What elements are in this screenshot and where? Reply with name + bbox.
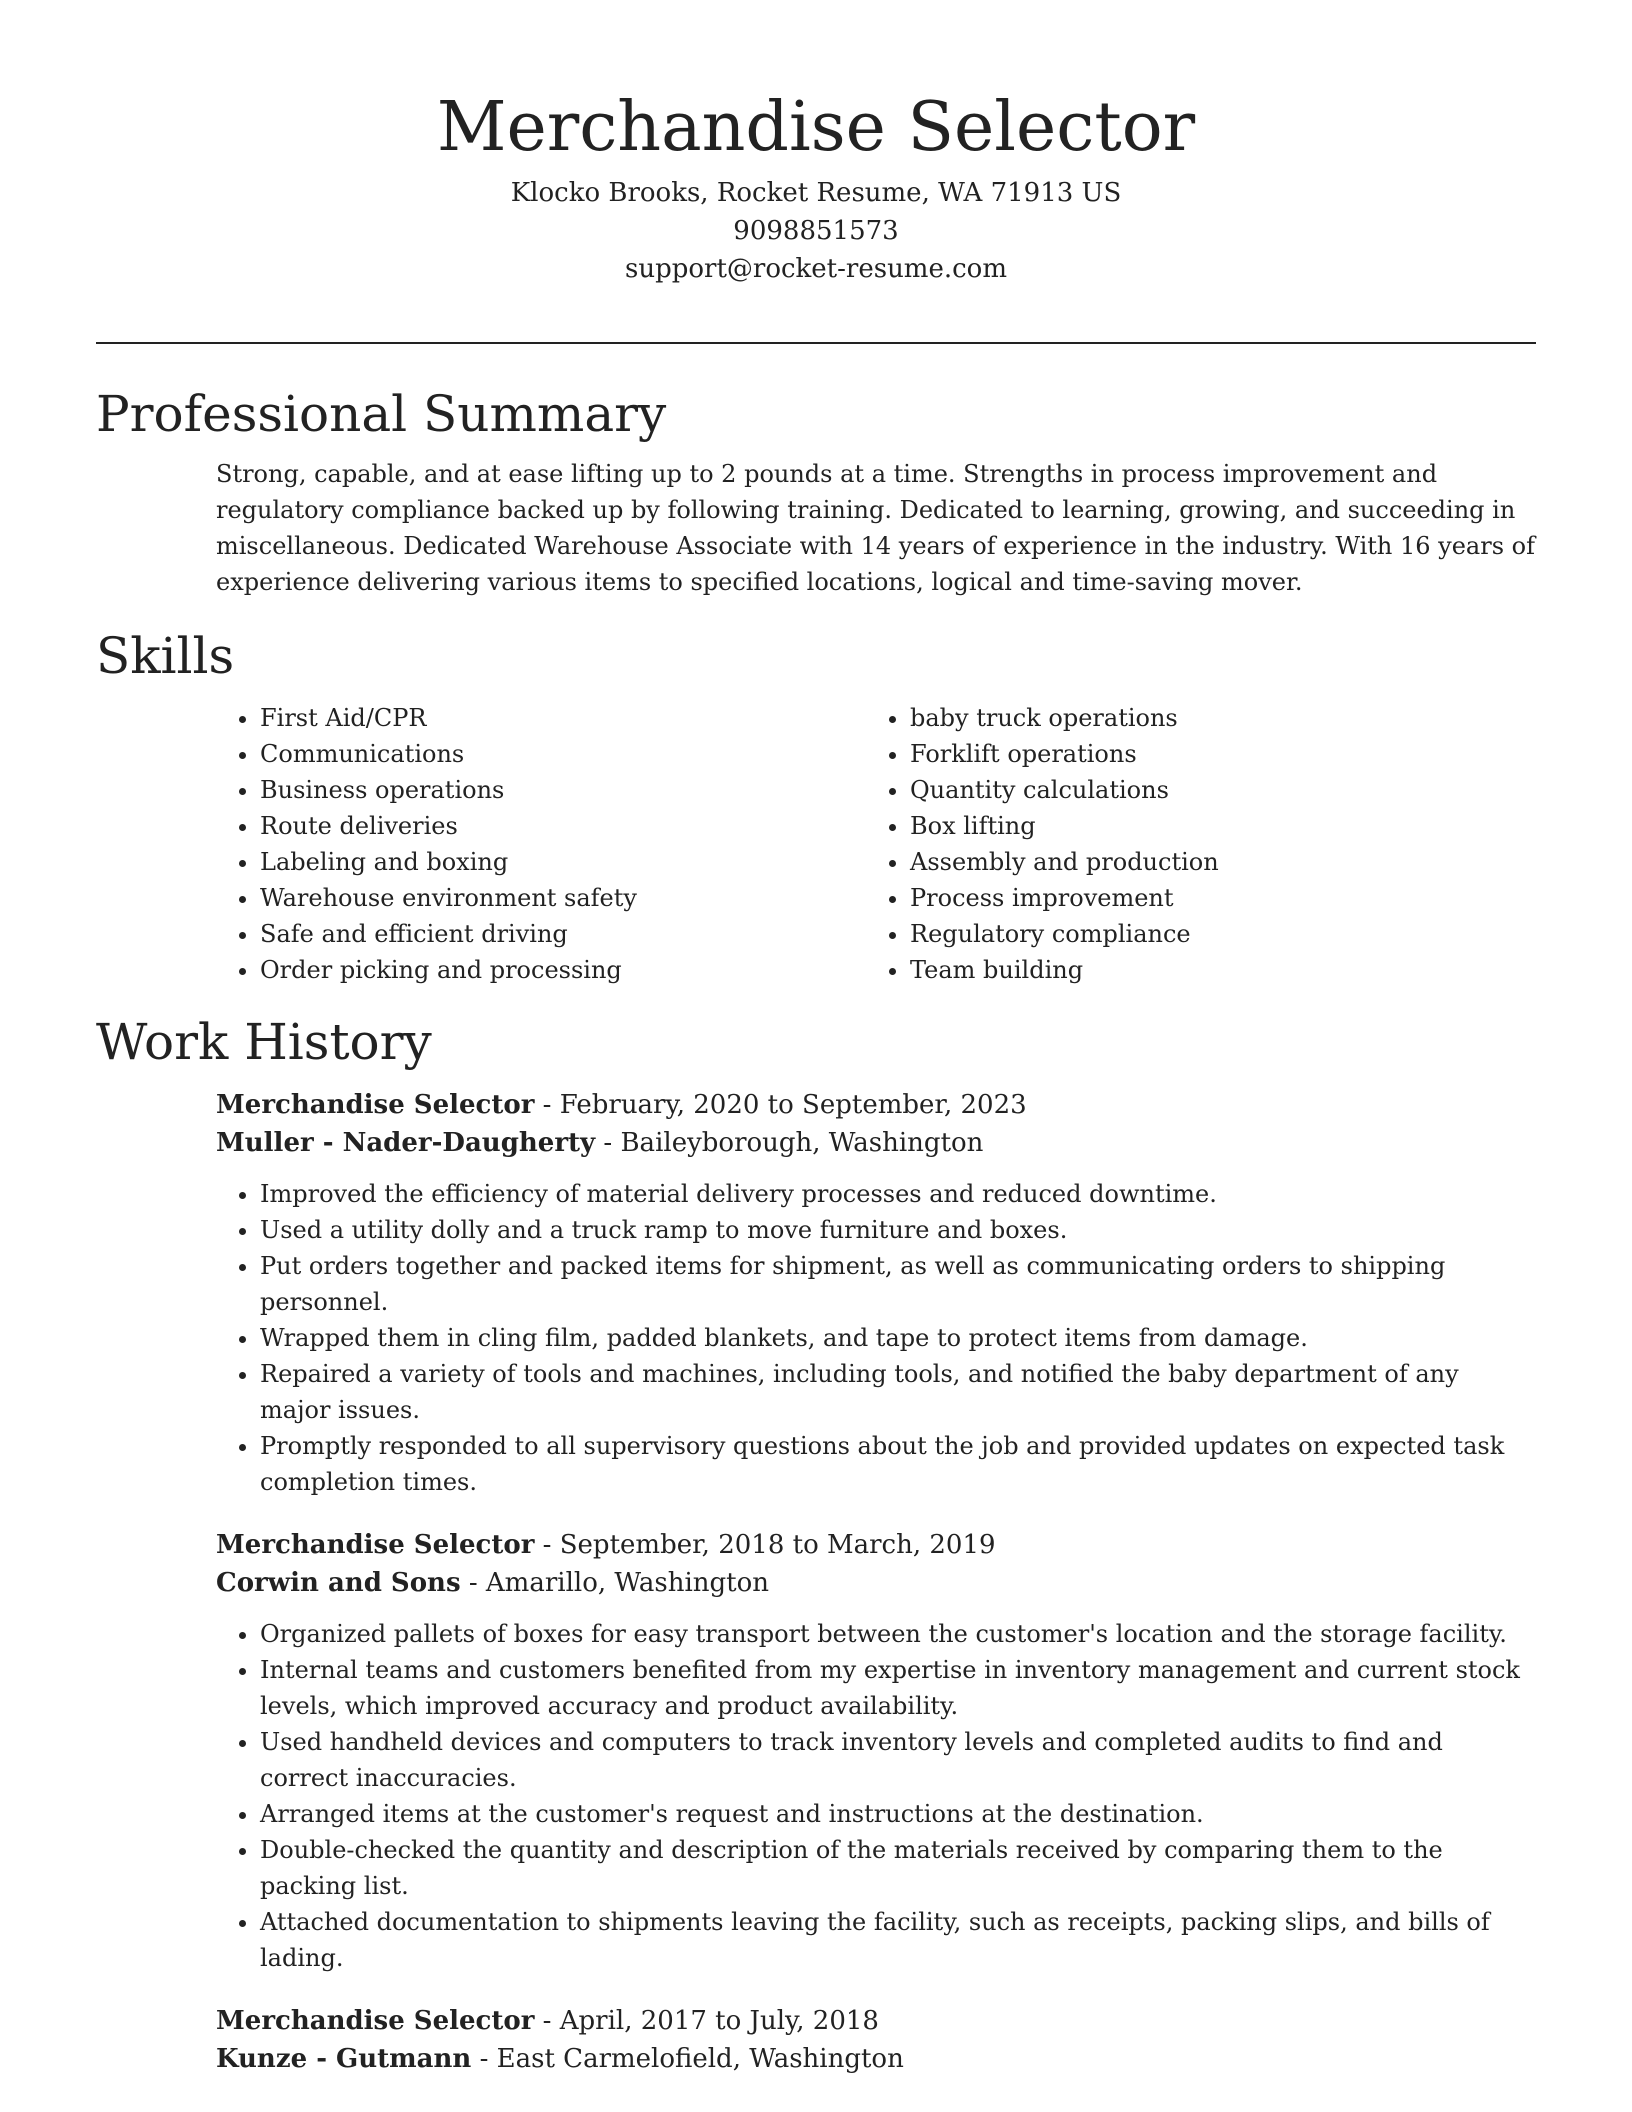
job-location: - Baileyborough, Washington xyxy=(595,1128,984,1158)
skill-item: • Safe and efficient driving xyxy=(260,916,866,952)
skill-item: • Business operations xyxy=(260,772,866,808)
skill-item: • Team building xyxy=(910,952,1516,988)
summary-heading: Professional Summary xyxy=(96,385,667,443)
job-dates: - February, 2020 to September, 2023 xyxy=(534,1090,1027,1120)
job-role: Merchandise Selector xyxy=(216,2006,535,2036)
job-bullet: • Arranged items at the customer's request and instructions at the destination. xyxy=(260,1796,1536,1832)
skill-item: • Order picking and processing xyxy=(260,952,866,988)
job-title-line xyxy=(216,1526,1536,1564)
job-role: Merchandise Selector xyxy=(216,1090,535,1120)
header-divider xyxy=(96,342,1536,344)
job-location: - Amarillo, Washington xyxy=(460,1568,770,1598)
skill-item: • Regulatory compliance xyxy=(910,916,1516,952)
job-bullet: • Improved the efficiency of material delivery processes and reduced downtime. xyxy=(260,1176,1536,1212)
contact-info xyxy=(0,174,1632,288)
skill-item: • Labeling and boxing xyxy=(260,844,866,880)
contact-phone: 9098851573 xyxy=(733,216,899,246)
job-title-line xyxy=(216,1086,1536,1124)
skills-heading: Skills xyxy=(96,627,235,685)
work-history-heading: Work History xyxy=(96,1013,432,1071)
contact-email: support@rocket-resume.com xyxy=(624,254,1007,284)
job-company-line xyxy=(216,1564,1536,1602)
job-entry xyxy=(216,1526,1536,1976)
skill-item: • Forklift operations xyxy=(910,736,1516,772)
skill-item: • Box lifting xyxy=(910,808,1516,844)
job-company-line xyxy=(216,2040,1536,2078)
skill-item: • Assembly and production xyxy=(910,844,1516,880)
job-bullet: • Repaired a variety of tools and machines, including tools, and notified the baby department of any major issues. xyxy=(260,1356,1536,1428)
job-location: - East Carmelofield, Washington xyxy=(471,2044,904,2074)
job-bullets xyxy=(216,1176,1536,1500)
skill-item: • Process improvement xyxy=(910,880,1516,916)
skill-item: • baby truck operations xyxy=(910,700,1516,736)
job-bullet: • Organized pallets of boxes for easy transport between the customer's location and the storage facility. xyxy=(260,1616,1536,1652)
job-bullet: • Put orders together and packed items for shipment, as well as communicating orders to shipping personnel. xyxy=(260,1248,1536,1320)
job-bullet: • Promptly responded to all supervisory questions about the job and provided updates on expected task completion times. xyxy=(260,1428,1536,1500)
job-bullet: • Used a utility dolly and a truck ramp to move furniture and boxes. xyxy=(260,1212,1536,1248)
job-bullet: • Double-checked the quantity and description of the materials received by comparing them to the packing list. xyxy=(260,1832,1536,1904)
job-bullets xyxy=(216,1616,1536,1976)
skill-item: • Communications xyxy=(260,736,866,772)
job-company-line xyxy=(216,1124,1536,1162)
job-entry xyxy=(216,1086,1536,1500)
skills-list-right xyxy=(866,700,1516,988)
job-bullet: • Used handheld devices and computers to track inventory levels and completed audits to find and correct inaccuracies. xyxy=(260,1724,1536,1796)
candidate-name: Merchandise Selector xyxy=(436,88,1196,167)
job-dates: - September, 2018 to March, 2019 xyxy=(534,1530,996,1560)
job-company: Corwin and Sons xyxy=(216,1568,461,1598)
skill-item: • Quantity calculations xyxy=(910,772,1516,808)
skills-list-left xyxy=(216,700,866,988)
job-company: Kunze - Gutmann xyxy=(216,2044,472,2074)
job-bullet: • Wrapped them in cling film, padded blankets, and tape to protect items from damage. xyxy=(260,1320,1536,1356)
resume-body xyxy=(96,378,1536,2078)
job-bullet: • Internal teams and customers benefited from my expertise in inventory management and current stock levels, which improved accuracy and product availability. xyxy=(260,1652,1536,1724)
job-bullet: • Attached documentation to shipments leaving the facility, such as receipts, packing slips, and bills of lading. xyxy=(260,1904,1536,1976)
contact-address: Klocko Brooks, Rocket Resume, WA 71913 US xyxy=(510,178,1122,208)
skill-item: • Warehouse environment safety xyxy=(260,880,866,916)
job-entry xyxy=(216,2002,1536,2078)
skill-item: • First Aid/CPR xyxy=(260,700,866,736)
job-role: Merchandise Selector xyxy=(216,1530,535,1560)
job-company: Muller - Nader-Daugherty xyxy=(216,1128,596,1158)
job-title-line xyxy=(216,2002,1536,2040)
summary-text: Strong, capable, and at ease lifting up to 2 pounds at a time. Strengths in process improvement and regulatory compliance backed up by following training. Dedicated to learning, growing, and succeeding in miscellaneous. Dedicated Warehouse Associate with 14 years of experience in the industry. With 16 years of experience delivering various items to specified locations, logical and time-saving mover. xyxy=(216,460,1535,596)
resume-header xyxy=(0,0,1632,288)
skill-item: • Route deliveries xyxy=(260,808,866,844)
skills-columns xyxy=(216,700,1536,988)
job-dates: - April, 2017 to July, 2018 xyxy=(534,2006,879,2036)
